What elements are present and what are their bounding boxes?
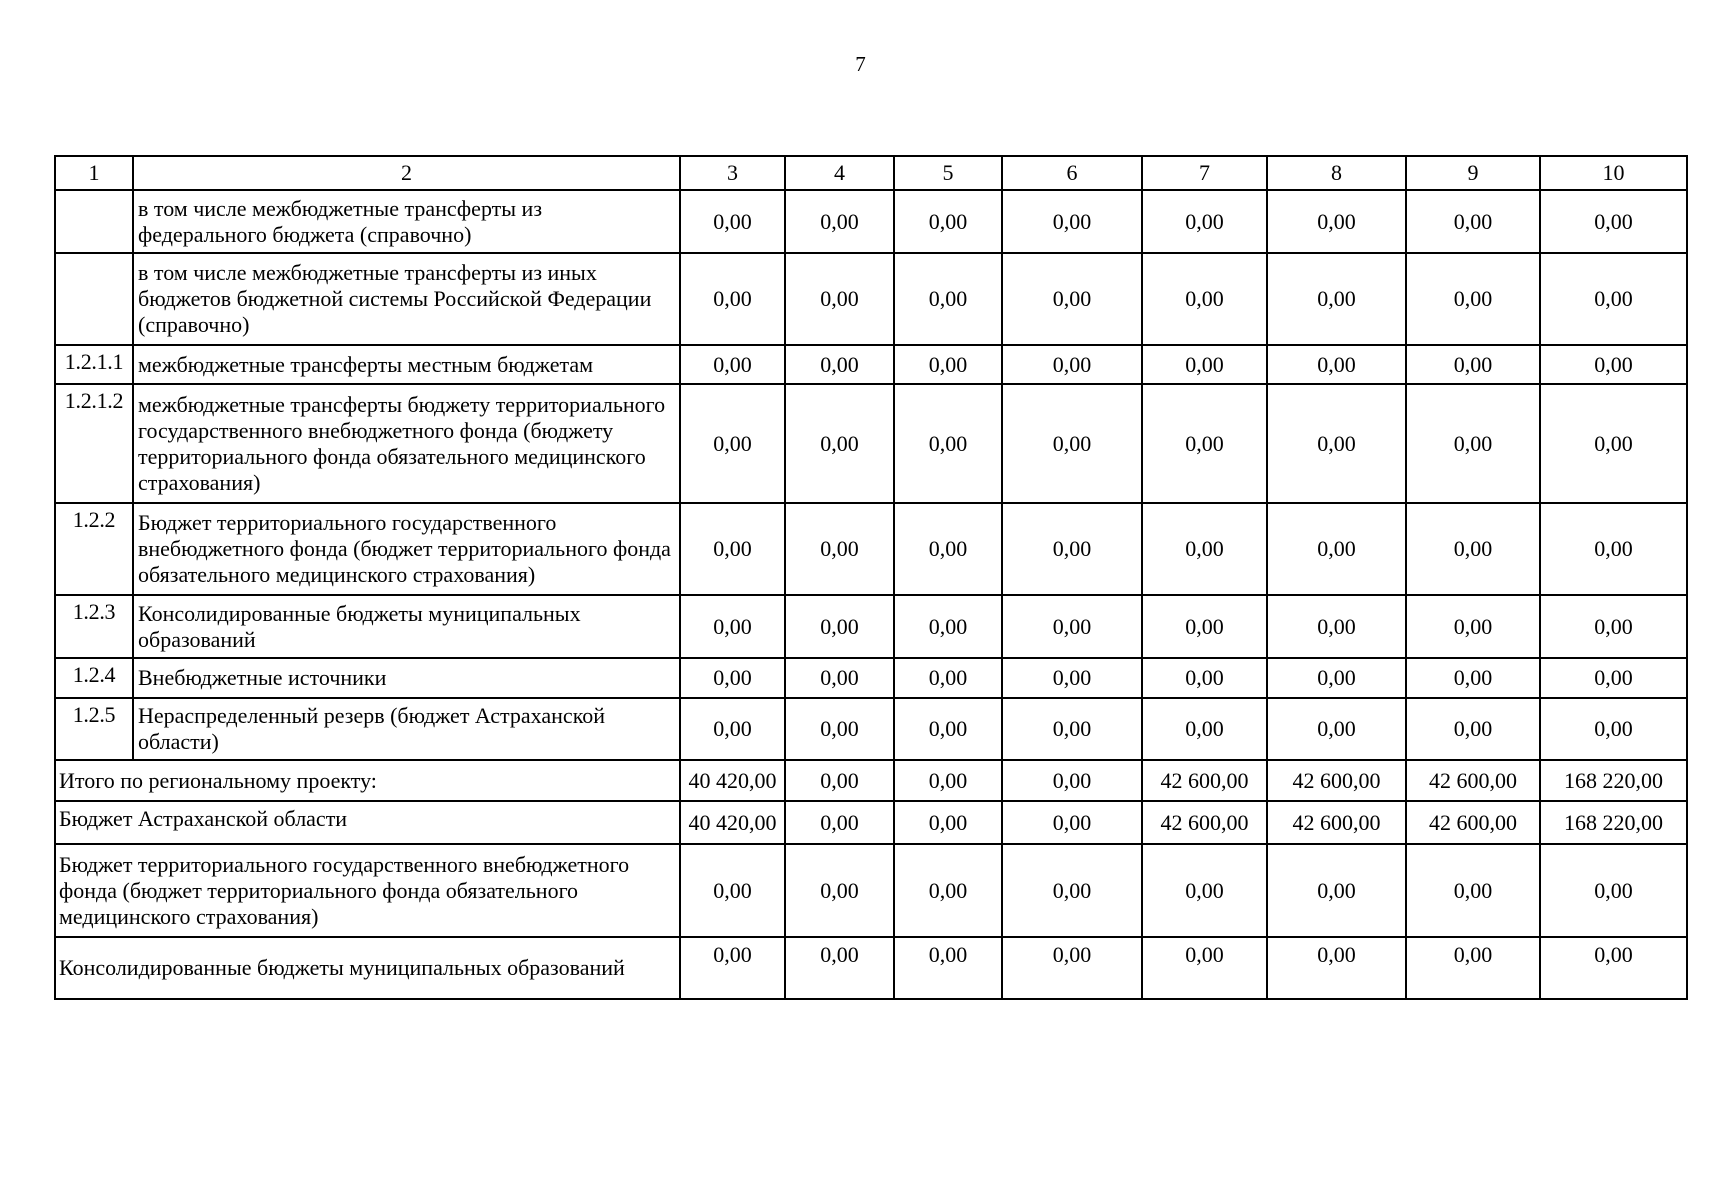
value-cell: 0,00: [680, 595, 785, 658]
value-cell: 0,00: [1267, 384, 1406, 503]
total-row: [55, 760, 1687, 801]
row-description: Консолидированные бюджеты муниципальных образований: [133, 595, 680, 658]
value-cell: 0,00: [785, 595, 894, 658]
value-cell: 0,00: [1406, 190, 1540, 253]
row-description: межбюджетные трансферты местным бюджетам: [133, 345, 680, 384]
value-cell: 40 420,00: [680, 801, 785, 844]
value-cell: 0,00: [1267, 595, 1406, 658]
header-cell: 9: [1406, 156, 1540, 190]
value-cell: 0,00: [1267, 698, 1406, 760]
header-cell: 1: [55, 156, 133, 190]
value-cell: 42 600,00: [1142, 760, 1267, 801]
row-number: 1.2.4: [55, 658, 133, 698]
value-cell: 0,00: [1406, 844, 1540, 937]
page-number: 7: [855, 52, 866, 76]
value-cell: 0,00: [680, 658, 785, 698]
value-cell: 42 600,00: [1406, 760, 1540, 801]
value-cell: 0,00: [1540, 503, 1687, 595]
value-cell: 0,00: [1267, 253, 1406, 345]
value-cell: 0,00: [680, 345, 785, 384]
value-cell: 42 600,00: [1142, 801, 1267, 844]
value-cell: 0,00: [785, 503, 894, 595]
value-cell: 0,00: [785, 253, 894, 345]
value-cell: 0,00: [1142, 345, 1267, 384]
value-cell: 0,00: [785, 698, 894, 760]
value-cell: 0,00: [1142, 190, 1267, 253]
value-cell: 0,00: [680, 190, 785, 253]
value-cell: 0,00: [1002, 801, 1142, 844]
header-cell: 8: [1267, 156, 1406, 190]
value-cell: 0,00: [1002, 937, 1142, 999]
value-cell: 0,00: [785, 844, 894, 937]
value-cell: 0,00: [894, 760, 1002, 801]
value-cell: 0,00: [1406, 253, 1540, 345]
value-cell: 0,00: [785, 801, 894, 844]
header-cell: 6: [1002, 156, 1142, 190]
value-cell: 0,00: [894, 503, 1002, 595]
value-cell: 0,00: [1406, 595, 1540, 658]
row-description: в том числе межбюджетные трансферты из иных бюджетов бюджетной системы Российской Федерации (справочно): [133, 253, 680, 345]
value-cell: 0,00: [680, 844, 785, 937]
value-cell: 0,00: [785, 384, 894, 503]
header-cell: 3: [680, 156, 785, 190]
value-cell: 168 220,00: [1540, 801, 1687, 844]
value-cell: 0,00: [1002, 760, 1142, 801]
value-cell: 0,00: [1002, 844, 1142, 937]
value-cell: 0,00: [1540, 595, 1687, 658]
table-row: [55, 190, 1687, 253]
value-cell: 0,00: [1142, 503, 1267, 595]
row-description: межбюджетные трансферты бюджету территориального государственного внебюджетного фонда (бюджету территориального фонда обязательного медицинского страхования): [133, 384, 680, 503]
row-number: 1.2.2: [55, 503, 133, 595]
row-description: Бюджет территориального государственного внебюджетного фонда (бюджет территориального фонда обязательного медицинского страхования): [133, 503, 680, 595]
value-cell: 0,00: [1267, 345, 1406, 384]
table-row: [55, 658, 1687, 698]
header-cell: 2: [133, 156, 680, 190]
header-cell: 10: [1540, 156, 1687, 190]
value-cell: 0,00: [1142, 698, 1267, 760]
value-cell: 0,00: [1142, 595, 1267, 658]
row-number: [55, 253, 133, 345]
value-cell: 0,00: [894, 658, 1002, 698]
total-label: Бюджет Астраханской области: [55, 801, 680, 844]
total-row: [55, 844, 1687, 937]
table-row: [55, 253, 1687, 345]
value-cell: 0,00: [894, 384, 1002, 503]
table-row: [55, 595, 1687, 658]
total-row: [55, 801, 1687, 844]
value-cell: 0,00: [680, 503, 785, 595]
value-cell: 0,00: [1540, 937, 1687, 999]
value-cell: 0,00: [1142, 384, 1267, 503]
total-label: Консолидированные бюджеты муниципальных образований: [55, 937, 680, 999]
value-cell: 0,00: [1267, 503, 1406, 595]
row-number: 1.2.1.2: [55, 384, 133, 503]
table-row: [55, 345, 1687, 384]
table-row: [55, 384, 1687, 503]
header-cell: 5: [894, 156, 1002, 190]
value-cell: 0,00: [1406, 937, 1540, 999]
value-cell: 0,00: [680, 698, 785, 760]
value-cell: 42 600,00: [1267, 760, 1406, 801]
total-label: Итого по региональному проекту:: [55, 760, 680, 801]
total-row: [55, 937, 1687, 999]
value-cell: 0,00: [1406, 384, 1540, 503]
value-cell: 168 220,00: [1540, 760, 1687, 801]
value-cell: 0,00: [894, 190, 1002, 253]
total-label: Бюджет территориального государственного внебюджетного фонда (бюджет территориального фонда обязательного медицинского страхования): [55, 844, 680, 937]
value-cell: 42 600,00: [1406, 801, 1540, 844]
value-cell: 0,00: [894, 253, 1002, 345]
value-cell: 0,00: [1142, 844, 1267, 937]
header-cell: 7: [1142, 156, 1267, 190]
table-row: [55, 698, 1687, 760]
value-cell: 0,00: [1142, 253, 1267, 345]
value-cell: 0,00: [1267, 937, 1406, 999]
value-cell: 0,00: [1540, 844, 1687, 937]
value-cell: 0,00: [894, 844, 1002, 937]
value-cell: 0,00: [1540, 384, 1687, 503]
value-cell: 0,00: [1142, 937, 1267, 999]
row-description: Нераспределенный резерв (бюджет Астраханской области): [133, 698, 680, 760]
value-cell: 0,00: [680, 253, 785, 345]
value-cell: 0,00: [1406, 345, 1540, 384]
value-cell: 0,00: [785, 937, 894, 999]
header-cell: 4: [785, 156, 894, 190]
value-cell: 0,00: [1002, 698, 1142, 760]
value-cell: 0,00: [785, 658, 894, 698]
value-cell: 0,00: [1540, 345, 1687, 384]
value-cell: 0,00: [1267, 190, 1406, 253]
value-cell: 0,00: [894, 801, 1002, 844]
value-cell: 0,00: [1002, 345, 1142, 384]
value-cell: 0,00: [785, 760, 894, 801]
row-description: Внебюджетные источники: [133, 658, 680, 698]
value-cell: 0,00: [1002, 384, 1142, 503]
value-cell: 0,00: [1540, 698, 1687, 760]
row-number: 1.2.5: [55, 698, 133, 760]
value-cell: 0,00: [680, 384, 785, 503]
value-cell: 0,00: [785, 345, 894, 384]
row-number: 1.2.3: [55, 595, 133, 658]
value-cell: 42 600,00: [1267, 801, 1406, 844]
value-cell: 0,00: [894, 345, 1002, 384]
value-cell: 0,00: [1267, 658, 1406, 698]
row-number: [55, 190, 133, 253]
value-cell: 0,00: [1142, 658, 1267, 698]
value-cell: 0,00: [680, 937, 785, 999]
table-row: [55, 503, 1687, 595]
row-number: 1.2.1.1: [55, 345, 133, 384]
value-cell: 0,00: [1540, 658, 1687, 698]
value-cell: 0,00: [1406, 658, 1540, 698]
value-cell: 0,00: [1540, 190, 1687, 253]
header-row: [55, 156, 1687, 190]
value-cell: 0,00: [1406, 698, 1540, 760]
budget-table: [54, 155, 1688, 1000]
value-cell: 0,00: [1002, 595, 1142, 658]
value-cell: 0,00: [1002, 253, 1142, 345]
value-cell: 0,00: [1540, 253, 1687, 345]
value-cell: 0,00: [894, 698, 1002, 760]
value-cell: 0,00: [1002, 658, 1142, 698]
value-cell: 0,00: [1002, 503, 1142, 595]
value-cell: 0,00: [894, 937, 1002, 999]
row-description: в том числе межбюджетные трансферты из федерального бюджета (справочно): [133, 190, 680, 253]
value-cell: 40 420,00: [680, 760, 785, 801]
value-cell: 0,00: [894, 595, 1002, 658]
value-cell: 0,00: [1002, 190, 1142, 253]
value-cell: 0,00: [1267, 844, 1406, 937]
value-cell: 0,00: [785, 190, 894, 253]
value-cell: 0,00: [1406, 503, 1540, 595]
